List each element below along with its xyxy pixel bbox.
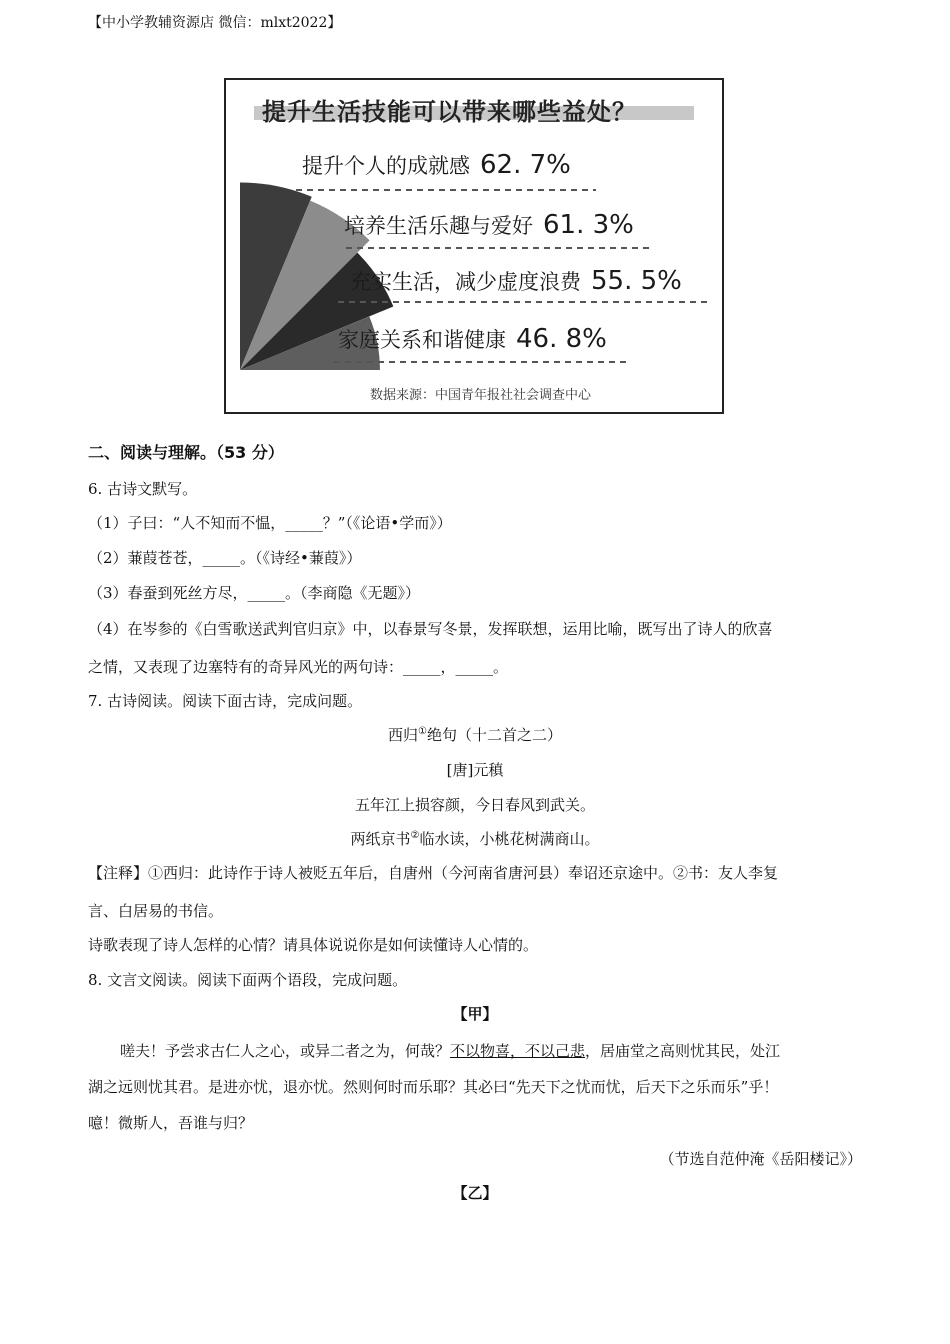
passage-jia-label: 【甲】: [452, 1005, 498, 1023]
passage-text: ，居庙堂之高则忧其民，处江: [585, 1042, 781, 1060]
passage-yi-label: 【乙】: [452, 1184, 498, 1202]
poem-line-1: 五年江上损容颜，今日春风到武关。: [354, 796, 595, 814]
underlined-phrase: 不以物喜，不以己悲: [450, 1042, 586, 1060]
figure-item-value: 62. 7%: [480, 150, 571, 180]
poem-line-2: [0, 828, 950, 849]
figure-source: 数据来源：中国青年报社社会调查中心: [370, 388, 592, 403]
figure-item-value: 46. 8%: [516, 324, 607, 354]
figure-item-2: [344, 210, 634, 240]
q6-item-3: （3）春蚕到死丝方尽，_____。（李商隐《无题》）: [88, 584, 421, 602]
poem-text: 临水读，小桃花树满商山。: [419, 830, 600, 848]
q7-note-1: 【注释】①西归：此诗作于诗人被贬五年后，自唐州（今河南省唐河县）奉诏还京途中。②书：友人李复: [88, 864, 779, 882]
q6-item-4-cont: 之情，又表现了边塞特有的奇异风光的两句诗：_____，_____。: [88, 658, 509, 676]
poem-title-text: 西归: [388, 726, 419, 744]
figure-item-value: 61. 3%: [543, 210, 634, 240]
q6-item-2: （2）蒹葭苍苍，_____。（《诗经•蒹葭》）: [88, 549, 362, 567]
figure-item-4: [338, 324, 607, 354]
figure-item-value: 55. 5%: [591, 266, 682, 296]
poem-text: 两纸京书: [350, 830, 411, 848]
passage-text: 嗟夫！予尝求古仁人之心，或异二者之为，何哉？: [120, 1042, 451, 1060]
passage-jia-line-1: [120, 1040, 780, 1061]
fan-chart: [226, 80, 722, 412]
q7-title: 7. 古诗阅读。阅读下面古诗，完成问题。: [88, 692, 363, 710]
footnote-mark: ②: [410, 830, 420, 841]
passage-jia-line-3: 噫！微斯人，吾谁与归？: [88, 1114, 254, 1132]
figure-item-label: 家庭关系和谐健康: [338, 328, 506, 352]
poem-title: [0, 724, 950, 745]
passage-jia-line-2: 湖之远则忧其君。是进亦忧，退亦忧。然则何时而乐耶？其必曰“先天下之忧而忧，后天下之乐而乐”乎！: [88, 1078, 779, 1096]
survey-figure: [224, 78, 724, 414]
q7-question: 诗歌表现了诗人怎样的心情？请具体说说你是如何读懂诗人心情的。: [88, 936, 539, 954]
q6-title: 6. 古诗文默写。: [88, 480, 198, 498]
footnote-mark: ①: [418, 726, 427, 737]
poem-author: [唐]元稹: [446, 761, 504, 779]
figure-item-label: 充实生活，减少虚度浪费: [350, 270, 581, 294]
figure-item-3: [350, 266, 682, 296]
q7-note-2: 言、白居易的书信。: [88, 902, 224, 920]
figure-item-1: [302, 150, 571, 180]
page-header: 【中小学教辅资源店 微信：mlxt2022】: [88, 15, 342, 31]
q8-title: 8. 文言文阅读。阅读下面两个语段，完成问题。: [88, 971, 408, 989]
figure-item-label: 培养生活乐趣与爱好: [344, 214, 533, 238]
figure-title: 提升生活技能可以带来哪些益处？: [262, 98, 637, 126]
q6-item-1: （1）子曰：“人不知而不愠，_____？”（《论语•学而》）: [88, 514, 452, 532]
passage-jia-source: （节选自范仲淹《岳阳楼记》）: [659, 1150, 862, 1168]
q6-item-4: （4）在岑参的《白雪歌送武判官归京》中，以春景写冬景，发挥联想，运用比喻，既写出了诗人的欣喜: [88, 620, 773, 638]
poem-title-text: 绝句（十二首之二）: [426, 726, 562, 744]
figure-item-label: 提升个人的成就感: [302, 154, 470, 178]
section-heading: 二、阅读与理解。（53 分）: [88, 443, 284, 462]
